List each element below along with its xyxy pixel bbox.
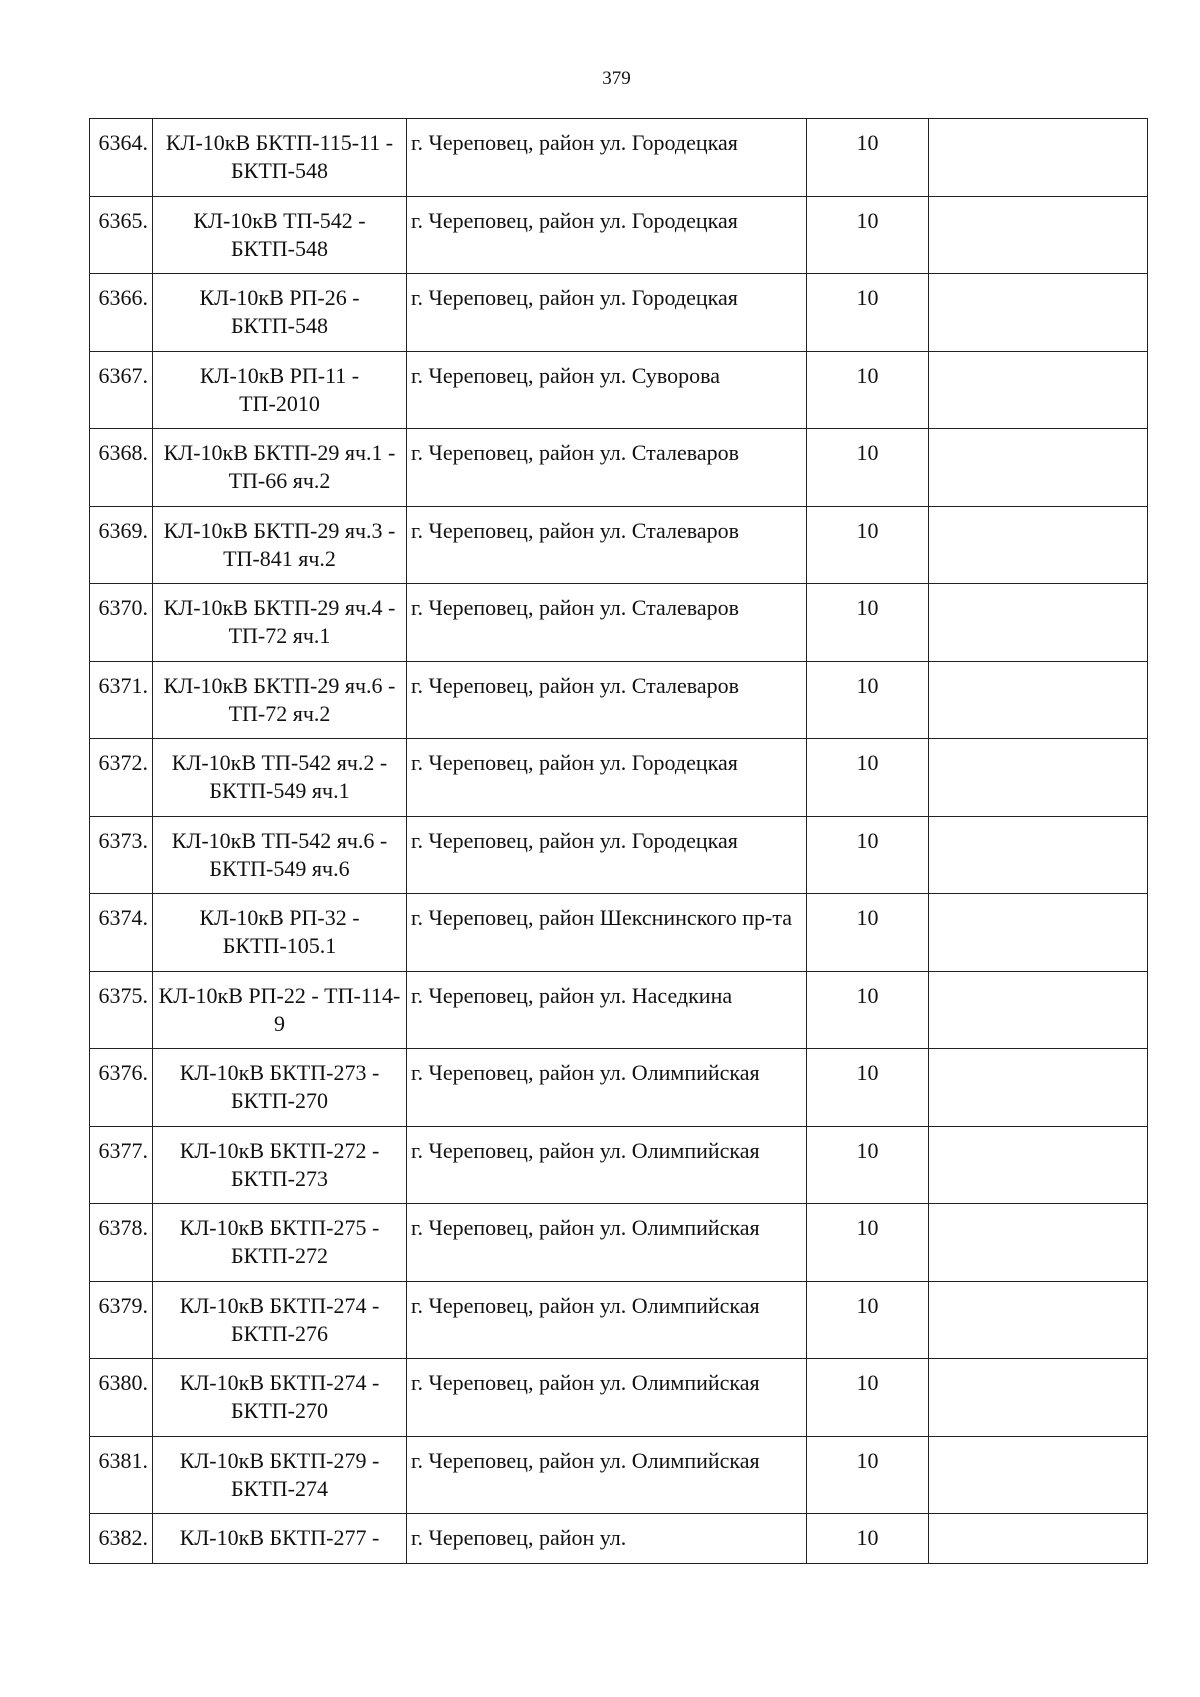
voltage-cell: 10 xyxy=(807,971,929,1049)
table-row xyxy=(90,661,1148,739)
note-cell xyxy=(929,1281,1148,1359)
line-name-cell: КЛ-10кВ БКТП-274 - БКТП-270 xyxy=(153,1359,407,1437)
address-cell: г. Череповец, район ул. Городецкая xyxy=(407,119,807,197)
table-row xyxy=(90,274,1148,352)
table-row xyxy=(90,1281,1148,1359)
address-cell: г. Череповец, район ул. Сталеваров xyxy=(407,661,807,739)
voltage-cell: 10 xyxy=(807,351,929,429)
voltage-cell: 10 xyxy=(807,739,929,817)
voltage-cell: 10 xyxy=(807,894,929,972)
voltage-cell: 10 xyxy=(807,584,929,662)
voltage-cell: 10 xyxy=(807,816,929,894)
line-name-cell: КЛ-10кВ БКТП-29 яч.6 - ТП-72 яч.2 xyxy=(153,661,407,739)
address-cell: г. Череповец, район ул. Городецкая xyxy=(407,816,807,894)
line-name-cell: КЛ-10кВ БКТП-115-11 - БКТП-548 xyxy=(153,119,407,197)
address-cell: г. Череповец, район ул. Олимпийская xyxy=(407,1359,807,1437)
address-cell: г. Череповец, район ул. Олимпийская xyxy=(407,1204,807,1282)
table-row xyxy=(90,816,1148,894)
row-number-cell: 6382. xyxy=(90,1514,153,1564)
row-number-cell: 6370. xyxy=(90,584,153,662)
table-row xyxy=(90,1359,1148,1437)
line-name-cell: КЛ-10кВ ТП-542 яч.6 - БКТП-549 яч.6 xyxy=(153,816,407,894)
note-cell xyxy=(929,1359,1148,1437)
voltage-cell: 10 xyxy=(807,119,929,197)
voltage-cell: 10 xyxy=(807,506,929,584)
note-cell xyxy=(929,1126,1148,1204)
row-number-cell: 6366. xyxy=(90,274,153,352)
address-cell: г. Череповец, район ул. Олимпийская xyxy=(407,1126,807,1204)
note-cell xyxy=(929,1436,1148,1514)
voltage-cell: 10 xyxy=(807,196,929,274)
row-number-cell: 6367. xyxy=(90,351,153,429)
line-name-cell: КЛ-10кВ БКТП-29 яч.3 - ТП-841 яч.2 xyxy=(153,506,407,584)
voltage-cell: 10 xyxy=(807,1126,929,1204)
address-cell: г. Череповец, район ул. Сталеваров xyxy=(407,584,807,662)
row-number-cell: 6381. xyxy=(90,1436,153,1514)
row-number-cell: 6369. xyxy=(90,506,153,584)
row-number-cell: 6373. xyxy=(90,816,153,894)
line-name-cell: КЛ-10кВ РП-11 - ТП-2010 xyxy=(153,351,407,429)
note-cell xyxy=(929,894,1148,972)
row-number-cell: 6371. xyxy=(90,661,153,739)
row-number-cell: 6380. xyxy=(90,1359,153,1437)
note-cell xyxy=(929,506,1148,584)
address-cell: г. Череповец, район ул. Олимпийская xyxy=(407,1281,807,1359)
note-cell xyxy=(929,196,1148,274)
address-cell: г. Череповец, район ул. Городецкая xyxy=(407,274,807,352)
table-row xyxy=(90,1204,1148,1282)
note-cell xyxy=(929,1514,1148,1564)
line-name-cell: КЛ-10кВ РП-32 - БКТП-105.1 xyxy=(153,894,407,972)
line-name-cell: КЛ-10кВ БКТП-29 яч.1 - ТП-66 яч.2 xyxy=(153,429,407,507)
line-name-cell: КЛ-10кВ БКТП-273 - БКТП-270 xyxy=(153,1049,407,1127)
line-name-cell: КЛ-10кВ БКТП-275 - БКТП-272 xyxy=(153,1204,407,1282)
note-cell xyxy=(929,739,1148,817)
line-name-cell: КЛ-10кВ БКТП-29 яч.4 - ТП-72 яч.1 xyxy=(153,584,407,662)
table-row xyxy=(90,119,1148,197)
table-body xyxy=(90,119,1148,1564)
table-row xyxy=(90,429,1148,507)
row-number-cell: 6365. xyxy=(90,196,153,274)
address-cell: г. Череповец, район ул. Городецкая xyxy=(407,739,807,817)
voltage-cell: 10 xyxy=(807,429,929,507)
line-name-cell: КЛ-10кВ БКТП-277 - xyxy=(153,1514,407,1564)
address-cell: г. Череповец, район Шекснинского пр-та xyxy=(407,894,807,972)
voltage-cell: 10 xyxy=(807,274,929,352)
table-row xyxy=(90,351,1148,429)
row-number-cell: 6372. xyxy=(90,739,153,817)
row-number-cell: 6377. xyxy=(90,1126,153,1204)
line-name-cell: КЛ-10кВ ТП-542 яч.2 - БКТП-549 яч.1 xyxy=(153,739,407,817)
address-cell: г. Череповец, район ул. Городецкая xyxy=(407,196,807,274)
table-row xyxy=(90,584,1148,662)
row-number-cell: 6375. xyxy=(90,971,153,1049)
address-cell: г. Череповец, район ул. Сталеваров xyxy=(407,429,807,507)
table-row xyxy=(90,506,1148,584)
note-cell xyxy=(929,119,1148,197)
note-cell xyxy=(929,351,1148,429)
note-cell xyxy=(929,274,1148,352)
page-number: 379 xyxy=(602,68,631,89)
row-number-cell: 6364. xyxy=(90,119,153,197)
address-cell: г. Череповец, район ул. Наседкина xyxy=(407,971,807,1049)
voltage-cell: 10 xyxy=(807,1049,929,1127)
table-row xyxy=(90,196,1148,274)
address-cell: г. Череповец, район ул. Суворова xyxy=(407,351,807,429)
table-row xyxy=(90,894,1148,972)
row-number-cell: 6378. xyxy=(90,1204,153,1282)
line-name-cell: КЛ-10кВ РП-22 - ТП-114-9 xyxy=(153,971,407,1049)
note-cell xyxy=(929,661,1148,739)
table-row xyxy=(90,1436,1148,1514)
voltage-cell: 10 xyxy=(807,1281,929,1359)
address-cell: г. Череповец, район ул. Олимпийская xyxy=(407,1436,807,1514)
row-number-cell: 6374. xyxy=(90,894,153,972)
table-row xyxy=(90,1514,1148,1564)
line-name-cell: КЛ-10кВ БКТП-274 - БКТП-276 xyxy=(153,1281,407,1359)
row-number-cell: 6368. xyxy=(90,429,153,507)
row-number-cell: 6376. xyxy=(90,1049,153,1127)
cable-lines-table xyxy=(89,118,1148,1564)
note-cell xyxy=(929,1204,1148,1282)
address-cell: г. Череповец, район ул. Олимпийская xyxy=(407,1049,807,1127)
voltage-cell: 10 xyxy=(807,661,929,739)
address-cell: г. Череповец, район ул. xyxy=(407,1514,807,1564)
line-name-cell: КЛ-10кВ ТП-542 - БКТП-548 xyxy=(153,196,407,274)
line-name-cell: КЛ-10кВ РП-26 - БКТП-548 xyxy=(153,274,407,352)
line-name-cell: КЛ-10кВ БКТП-272 - БКТП-273 xyxy=(153,1126,407,1204)
note-cell xyxy=(929,1049,1148,1127)
note-cell xyxy=(929,816,1148,894)
voltage-cell: 10 xyxy=(807,1359,929,1437)
table-row xyxy=(90,971,1148,1049)
line-name-cell: КЛ-10кВ БКТП-279 - БКТП-274 xyxy=(153,1436,407,1514)
table-row xyxy=(90,1126,1148,1204)
row-number-cell: 6379. xyxy=(90,1281,153,1359)
voltage-cell: 10 xyxy=(807,1204,929,1282)
address-cell: г. Череповец, район ул. Сталеваров xyxy=(407,506,807,584)
voltage-cell: 10 xyxy=(807,1436,929,1514)
table-row xyxy=(90,739,1148,817)
note-cell xyxy=(929,971,1148,1049)
voltage-cell: 10 xyxy=(807,1514,929,1564)
table-row xyxy=(90,1049,1148,1127)
note-cell xyxy=(929,584,1148,662)
note-cell xyxy=(929,429,1148,507)
